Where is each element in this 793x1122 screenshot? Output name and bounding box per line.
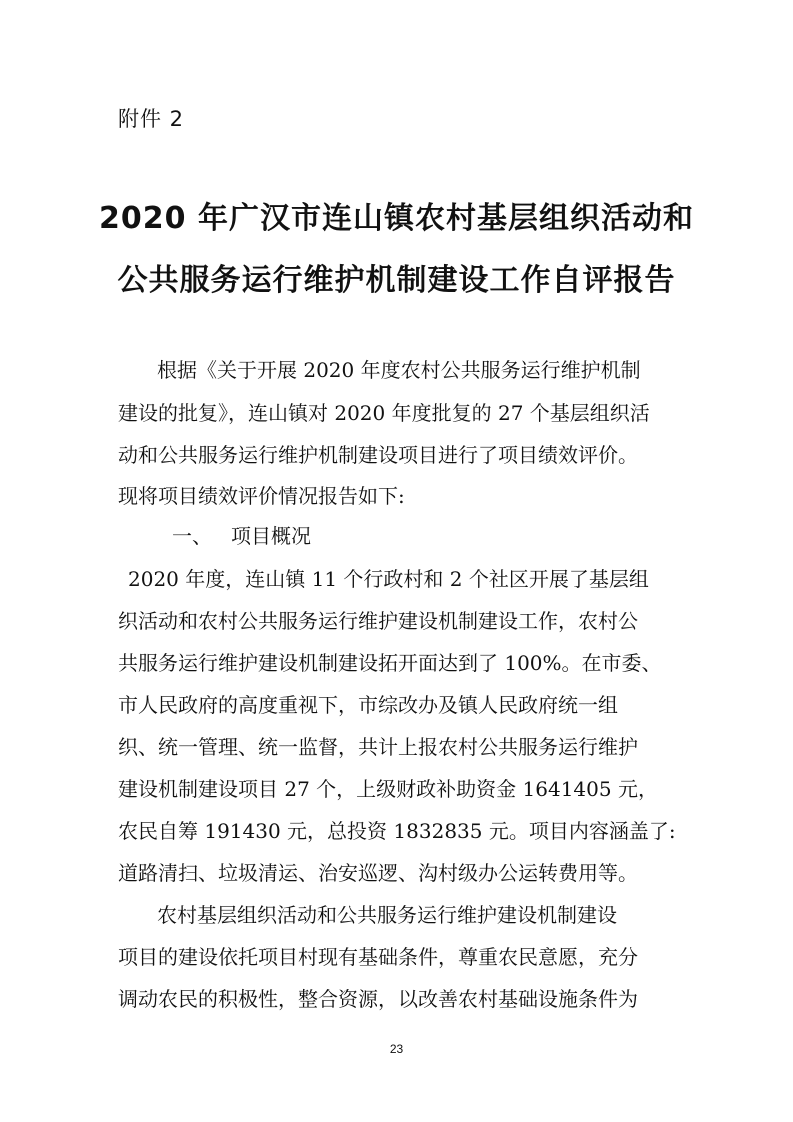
paragraph-2-line: 项目的建设依托项目村现有基础条件，尊重农民意愿，充分 [118, 945, 638, 969]
intro-line: 根据《关于开展 2020 年度农村公共服务运行维护机制 [157, 358, 641, 382]
section-1-line: 建设机制建设项目 27 个，上级财政补助资金 1641405 元， [118, 777, 658, 801]
paragraph-2-line: 调动农民的积极性，整合资源，以改善农村基础设施条件为 [118, 987, 638, 1011]
section-1-line: 道路清扫、垃圾清运、治安巡逻、沟村级办公运转费用等。 [118, 861, 638, 885]
document-title-line-1: 2020 年广汉市连山镇农村基层组织活动和 [99, 201, 694, 236]
intro-line: 建设的批复》，连山镇对 2020 年度批复的 27 个基层组织活 [118, 401, 650, 425]
section-1-line: 农民自筹 191430 元，总投资 1832835 元。项目内容涵盖了: [118, 819, 676, 843]
page-number: 23 [389, 1042, 404, 1056]
section-1-line: 织、统一管理、统一监督，共计上报农村公共服务运行维护 [118, 735, 638, 759]
section-1-line: 共服务运行维护建设机制建设拓开面达到了 100%。在市委、 [118, 651, 662, 675]
document-title-line-2: 公共服务运行维护机制建设工作自评报告 [117, 263, 676, 298]
paragraph-2-line: 农村基层组织活动和公共服务运行维护建设机制建设 [157, 903, 617, 927]
section-1-line: 织活动和农村公共服务运行维护建设机制建设工作，农村公 [118, 609, 638, 633]
intro-line: 动和公共服务运行维护机制建设项目进行了项目绩效评价。 [118, 443, 638, 467]
section-1-heading: 项目概况 [231, 524, 311, 548]
section-1-number: 一、 [172, 524, 212, 548]
intro-line: 现将项目绩效评价情况报告如下: [118, 484, 405, 508]
section-1-line: 2020 年度，连山镇 11 个行政村和 2 个社区开展了基层组 [128, 567, 649, 591]
attachment-label: 附件 2 [118, 107, 185, 131]
section-1-line: 市人民政府的高度重视下，市综改办及镇人民政府统一组 [118, 693, 618, 717]
